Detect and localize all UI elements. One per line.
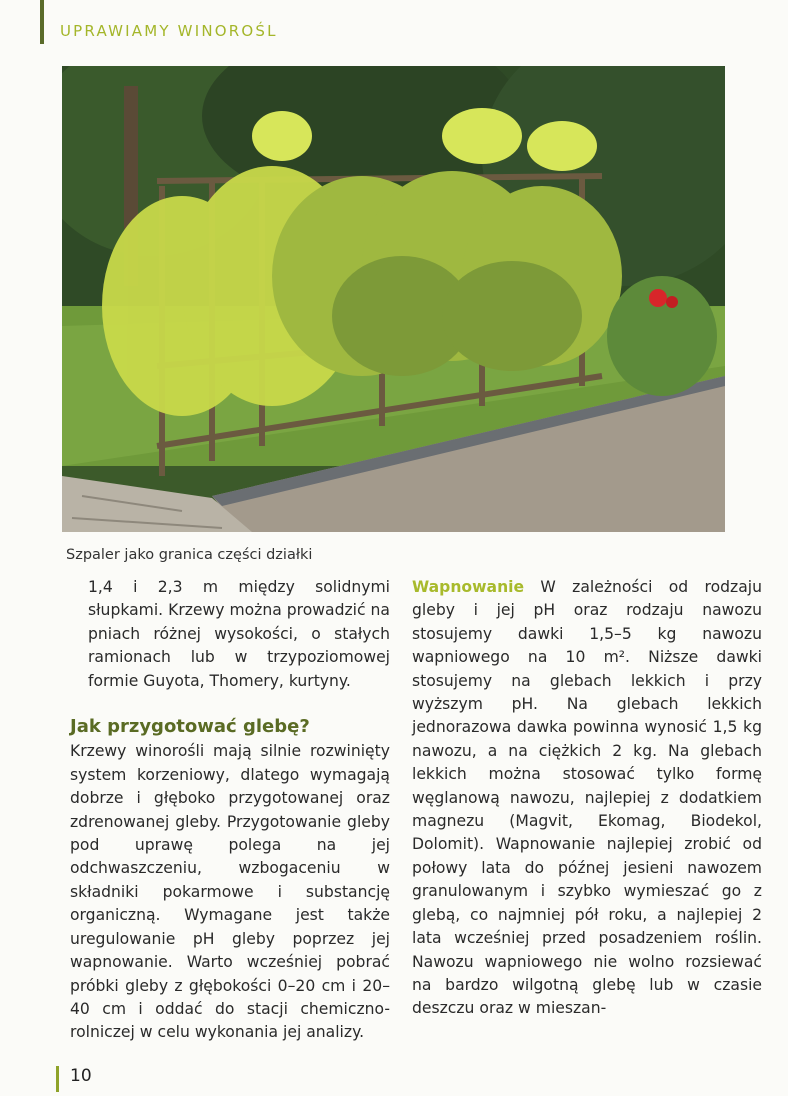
page-number: 10 — [70, 1066, 92, 1086]
section-title: UPRAWIAMY WINOROŚL — [60, 22, 278, 40]
section-heading: Jak przygotować glebę? — [70, 716, 310, 738]
page-number-bar — [56, 1066, 59, 1092]
intro-paragraph: 1,4 i 2,3 m między solidnymi słupkami. Krzewy można prowadzić na pniach różnej wysokości, o stałych ramionach lub w trzypoziomowej formie Guyota, Thomery, kurtyny. — [88, 578, 390, 690]
liming-paragraph — [412, 576, 762, 1021]
left-column — [70, 576, 390, 1045]
header-accent-bar — [40, 0, 44, 44]
liming-text: W zależności od rodzaju gleby i jej pH oraz rodzaju nawozu stosujemy dawki 1,5–5 kg nawozu wapniowego na 10 m². Niższe dawki stosujemy na glebach lekkich i przy wyższym pH. Na glebach lekkich jednorazowa dawka powinna wynosić 1,5 kg nawozu, a na ciężkich 2 kg. Na glebach lekkich można stosować tylko formę węglanową nawozu, najlepiej z dodatkiem magnezu (Magvit, Ekomag, Biodekol, Dolomit). Wapnowanie najlepiej zrobić od połowy lata do późnej jesieni nawozem granulowanym i szybko wymieszać go z glebą, co najmniej pół roku, a najlepiej 2 lata wcześniej przed posadzeniem roślin. Nawozu wapniowego nie wolno rozsiewać na bardzo wilgotną glebę lub w czasie deszczu oraz w mieszan- — [412, 578, 762, 1018]
right-column — [412, 576, 762, 1021]
photo-caption: Szpaler jako granica części działki — [66, 547, 313, 563]
inline-heading: Wapnowanie — [412, 578, 525, 596]
vineyard-trellis-photo — [62, 66, 725, 532]
soil-preparation-paragraph: Krzewy winorośli mają silnie rozwinięty system korzeniowy, dlatego wymagają dobrze i głęboko przygotowanej oraz zdrenowanej gleby. Przygotowanie gleby pod uprawę polega na jej odchwaszczeniu, wzbogaceniu w składniki pokarmowe i substancję organiczną. Wymagane jest także uregulowanie pH gleby poprzez jej wapnowanie. Warto wcześniej pobrać próbki gleby z głębokości 0–20 cm i 20–40 cm i oddać do stacji chemiczno-rolniczej w celu wykonania jej analizy. — [70, 742, 390, 1042]
